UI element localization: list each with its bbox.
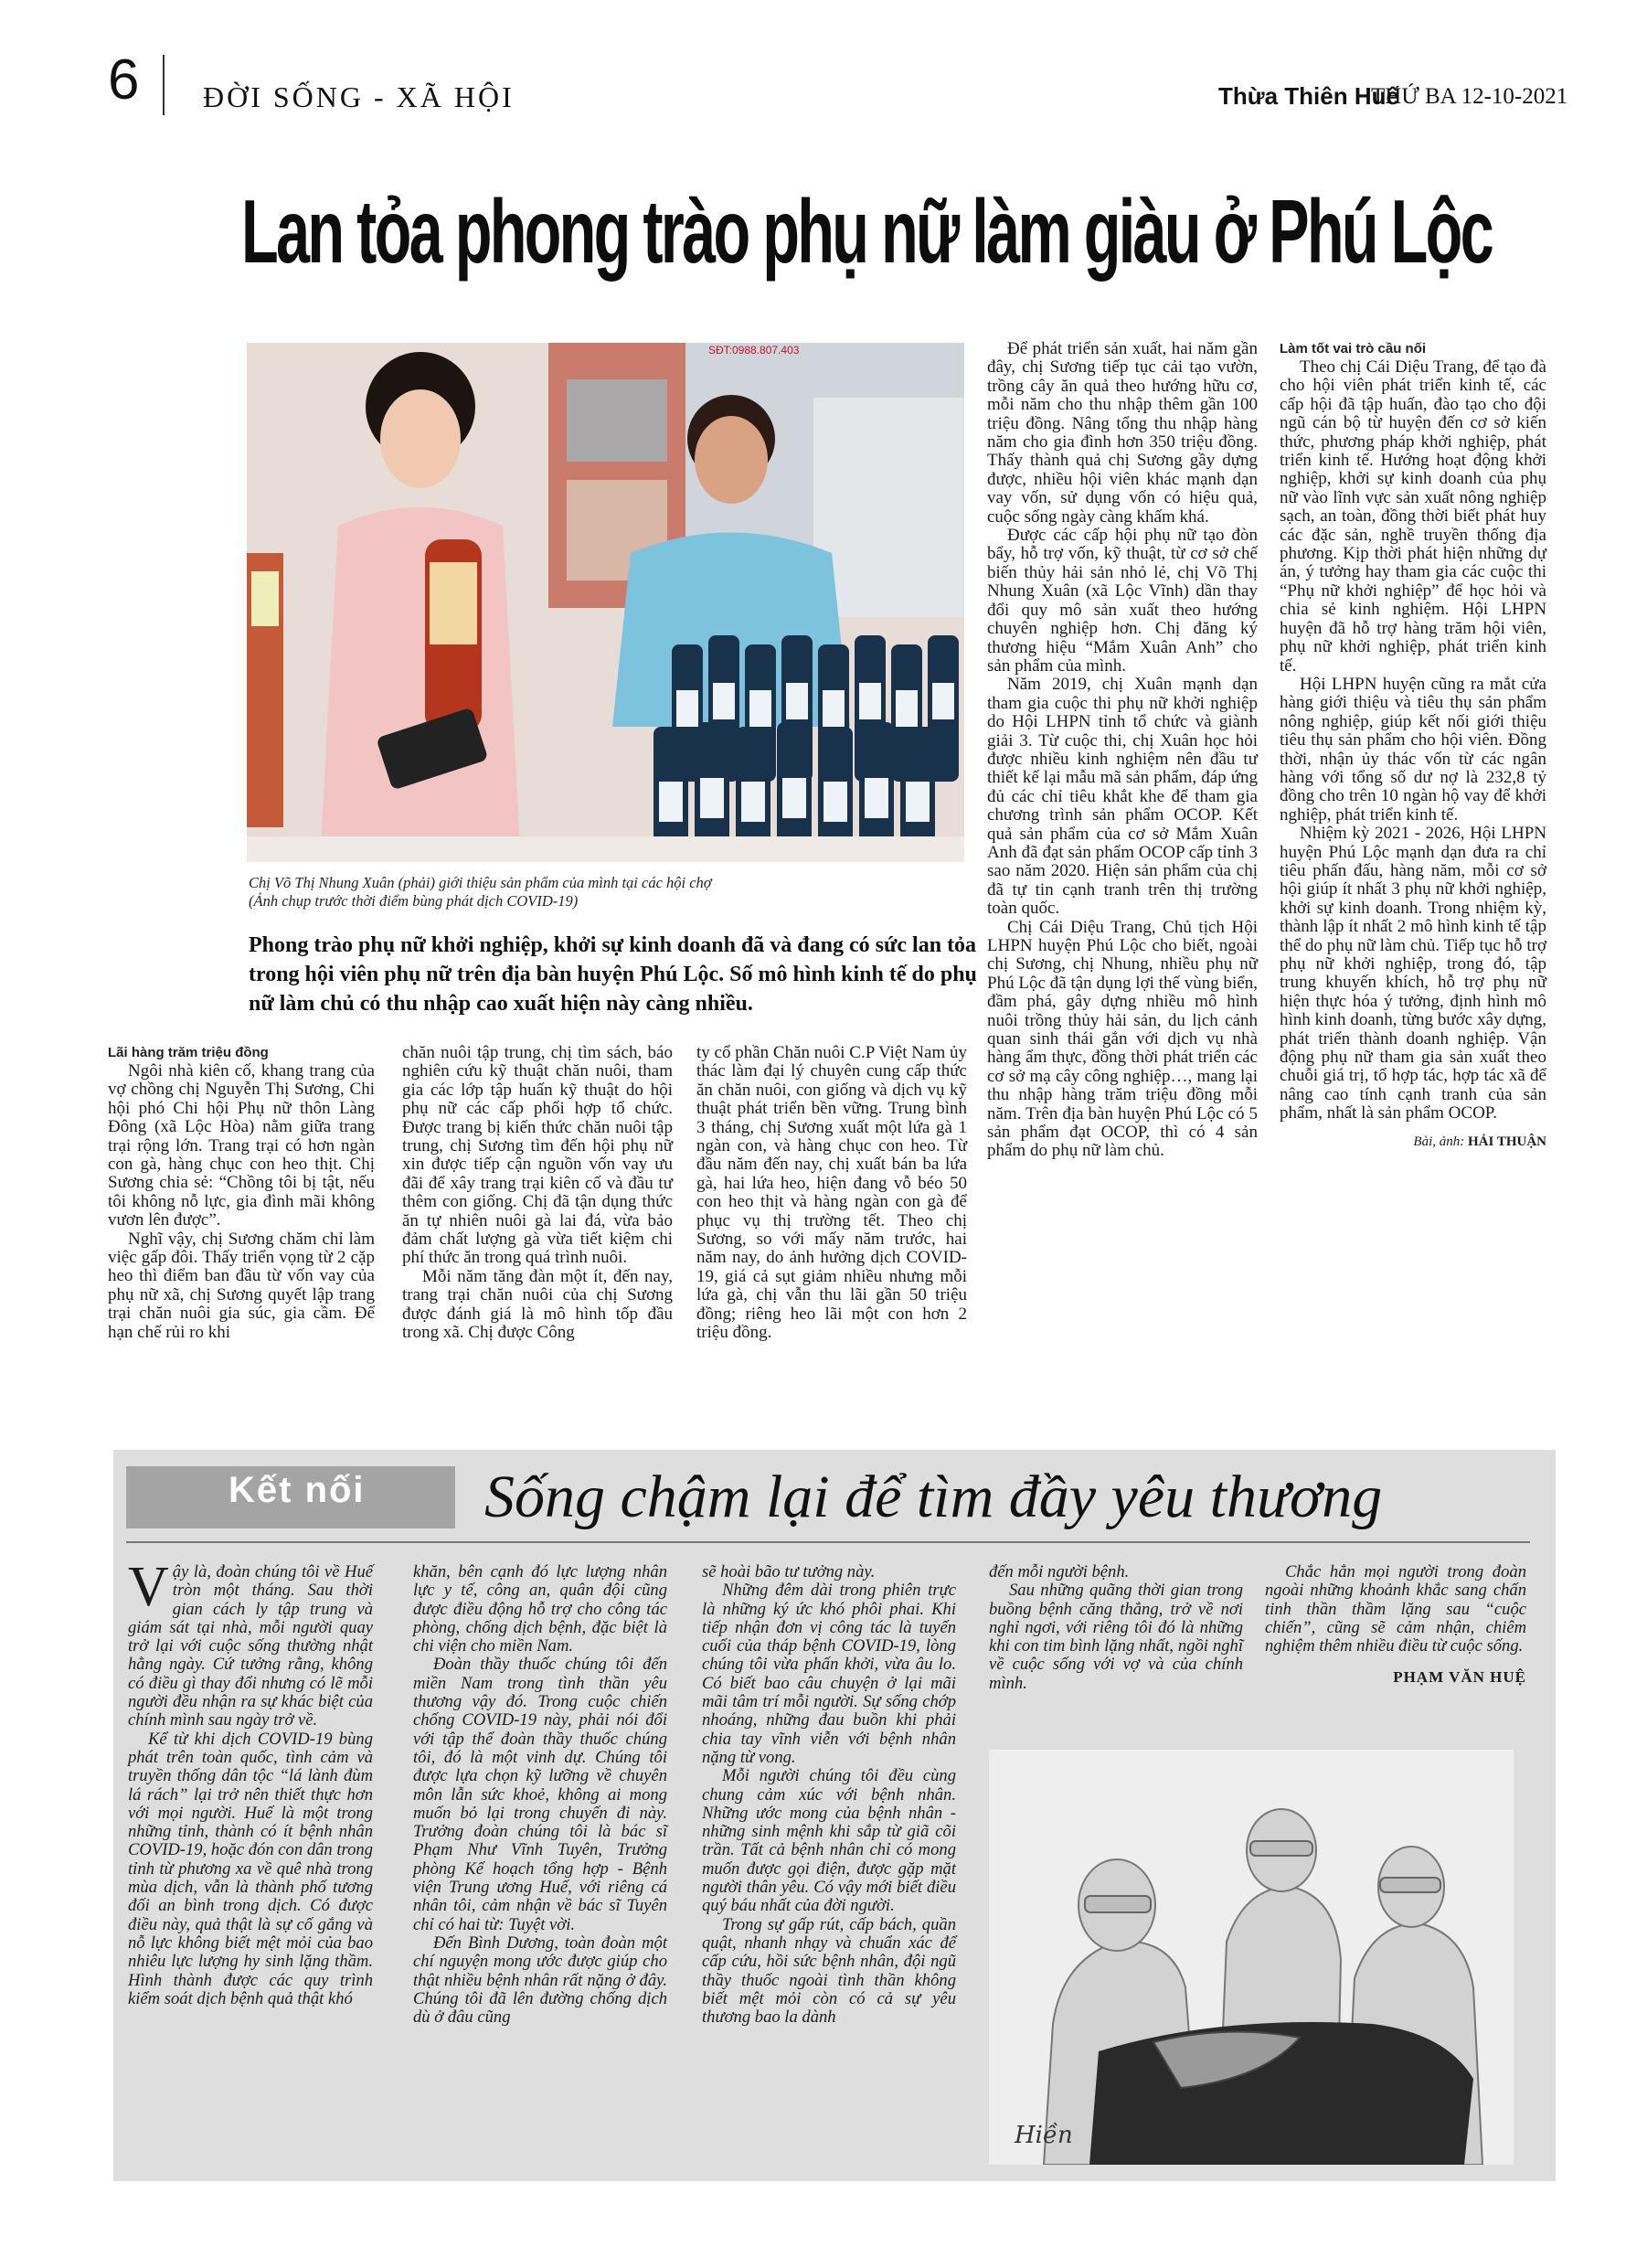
feature-tag: Kết nối (228, 1470, 366, 1510)
article-column-2 (402, 1044, 673, 1343)
subheading-1: Lãi hàng trăm triệu đồng (108, 1045, 269, 1060)
body-paragraph: Nhiệm kỳ 2021 - 2026, Hội LHPN huyện Phú Lộc mạnh dạn đưa ra chỉ tiêu phấn đấu, hàng năm, mỗi cơ sở hội giúp ít nhất 3 phụ nữ khởi nghiệp, khởi sự kinh doanh. Trong nhiệm kỳ, thành lập ít nhất 2 mô hình kinh tế tập thể do phụ nữ làm chủ. Tiếp tục hỗ trợ phụ nữ khởi nghiệp, trong đó, tập trung khuyến khích, hỗ trợ phụ nữ hiện thực hóa ý tưởng, định hình mô hình kinh doanh, từng bước xây dựng, phát triển thành doanh nghiệp. Vận động phụ nữ tham gia sản xuất theo chuỗi giá trị, tổ hợp tác, hợp tác xã để nâng cao tính cạnh tranh của sản phẩm, nhất là sản phẩm OCOP. (1280, 824, 1546, 1123)
article-column-1 (108, 1044, 375, 1342)
body-paragraph: Ngôi nhà kiên cố, khang trang của vợ chồng chị Nguyễn Thị Sương, Chi hội phó Chi hội Phụ nữ thôn Làng Đông (xã Lộc Hòa) nằm giữa trang trại rộng lớn. Trang trại có hơn ngàn con gà, hàng chục con heo thịt. Chị Sương chia sẻ: “Chồng tôi bị tật, nếu tôi không nỗ lực, gia đình mãi không vươn lên được”. (108, 1061, 375, 1230)
body-paragraph: Năm 2019, chị Xuân mạnh dạn tham gia cuộc thi phụ nữ khởi nghiệp do Hội LHPN tỉnh tổ chức và giành giải 3. Từ cuộc thi, chị Xuân học hỏi được nhiều kinh nghiệm nên đầu tư thiết kế lại mẫu mã sản phẩm, đáp ứng đủ các chỉ tiêu khắt khe để tham gia chương trình sản phẩm OCOP. Kết quả sản phẩm của cơ sở Mắm Xuân Anh đã đạt sản phẩm OCOP cấp tỉnh 3 sao năm 2020. Hiện sản phẩm của chị đã tự tin cạnh tranh trên thị trường toàn quốc. (987, 675, 1258, 919)
body-paragraph: Theo chị Cái Diệu Trang, để tạo đà cho hội viên phát triển kinh tế, các cấp hội đã tập huấn, đào tạo cho đội ngũ cán bộ từ huyện đến cơ sở kiến thức, phương pháp khởi nghiệp, phát triển kinh tế. Hướng hoạt động khởi nghiệp, khởi sự kinh doanh của phụ nữ vào lĩnh vực sản xuất nông nghiệp sạch, an toàn, đồng thời biết phát huy các đặc sản, nghề truyền thống địa phương. Kịp thời phát hiện những dự án, ý tưởng hay tham gia các cuộc thi “Phụ nữ khởi nghiệp” để học hỏi và chia sẻ kinh nghiệm. Hội LHPN huyện đã hỗ trợ hàng trăm hội viên, phụ nữ khởi nghiệp, phát triển kinh tế. (1280, 357, 1546, 676)
section-title: ĐỜI SỐNG - XÃ HỘI (203, 80, 515, 113)
body-paragraph: Mỗi người chúng tôi đều cùng chung cảm xúc với bệnh nhân. Những ước mong của bệnh nhân - những sinh mệnh khi sắp từ giã cõi trần. Tất cả bệnh nhân chỉ có mong muốn được gọi điện, được gặp mặt người thân yêu. Có vậy mới biết điều quý báu nhất của đời người. (702, 1766, 956, 1916)
body-paragraph: Mỗi năm tăng đàn một ít, đến nay, trang trại chăn nuôi của chị Sương được đánh giá là mô hình tốp đầu trong xã. Chị được Công (402, 1266, 673, 1343)
feature-column-2 (413, 1563, 667, 2027)
byline-name: HẢI THUẬN (1468, 1134, 1546, 1149)
body-paragraph: Để phát triển sản xuất, hai năm gần đây, chị Sương tiếp tục cải tạo vườn, trồng cây ăn quả theo hướng hữu cơ, mỗi năm cho thu nhập thêm gần 100 triệu đồng. Nâng tổng thu nhập hàng năm cho gia đình hơn 350 triệu đồng. Thấy thành quả chị Sương gầy dựng được, nhiều hội viên khác mạnh dạn vay vốn, sử dụng vốn có hiệu quả, cuộc sống ngày càng khấm khá. (987, 339, 1258, 527)
caption-line-1: Chị Võ Thị Nhung Xuân (phải) giới thiệu sản phẩm của mình tại các hội chợ (249, 874, 712, 891)
body-paragraph: Đến Bình Dương, toàn đoàn một chí nguyện mong ước được giúp cho thật nhiều bệnh nhân rất nặng ở đây. Chúng tôi đã lên đường chống dịch dù ở đâu cũng (413, 1933, 667, 2028)
body-paragraph: Kể từ khi dịch COVID-19 bùng phát trên toàn quốc, tình cảm và truyền thống dân tộc “lá lành đùm lá rách” lại trở nên thiết thực hơn với mọi người. Huế là một trong những tỉnh, thành có ít bệnh nhân COVID-19, hoặc đón con dân trong tỉnh từ phương xa về quê nhà trong mùa dịch, vẫn là thành phố tương đối an bình trong dịch. Có được điều này, quả thật là sự cố gắng và nỗ lực không biết mệt mỏi của bao nhiêu lực lượng hy sinh lặng thầm. Hình thành được các quy trình kiểm soát dịch bệnh quả thật khó (128, 1729, 373, 2008)
page-number: 6 (108, 48, 140, 112)
body-paragraph: Nghĩ vậy, chị Sương chăm chỉ làm việc gấp đôi. Thấy triển vọng từ 2 cặp heo thì điểm ban đầu từ vốn vay của phụ nữ xã, chị Sương quyết lập trang trại chăn nuôi gia súc, gia cầm. Để hạn chế rủi ro khi (108, 1229, 375, 1342)
body-paragraph: Sau những quãng thời gian trong buồng bệnh căng thẳng, trở về nơi nghỉ ngơi, với riêng tôi đó là những khi con tim bình lặng nhất, ngồi nghĩ về cuộc sống với vợ và của chính mình. (989, 1581, 1243, 1693)
body-paragraph: ty cổ phần Chăn nuôi C.P Việt Nam ủy thác làm đại lý chuyên cung cấp thức ăn chăn nuôi, con giống và dịch vụ kỹ thuật phát triển bền vững. Trung bình 3 tháng, chị Sương xuất một lứa gà 1 ngàn con, và hàng chục con heo. Từ đầu năm đến nay, chị xuất bán ba lứa gà, hai lứa heo, hiện đang vỗ béo 50 con heo thịt và hàng ngàn con gà để phục vụ thị trường tết. Theo chị Sương, so với mấy năm trước, hai năm nay, do ảnh hưởng dịch COVID-19, giá cả sụt giảm nhiều nhưng mỗi lứa gà, chị vẫn thu lãi gần 50 triệu đồng; riêng heo lãi một con hơn 2 triệu đồng. (696, 1043, 967, 1343)
body-paragraph: sẽ hoài bão tư tưởng này. (702, 1562, 876, 1581)
feature-author: PHẠM VĂN HUỆ (1393, 1668, 1526, 1687)
body-paragraph: đến mỗi người bệnh. (989, 1562, 1130, 1581)
caption-line-2: (Ảnh chụp trước thời điểm bùng phát dịch COVID-19) (249, 892, 579, 910)
body-paragraph: Vậy là, đoàn chúng tôi về Huế tròn một tháng. Sau thời gian cách ly tập trung và giám sát tại nhà, mỗi người quay trở lại với cuộc sống thường nhật hằng ngày. Cứ tưởng rằng, không có điều gì thay đổi nhưng có lẽ mỗi người đều nhận ra sự khác biệt của chính mình sau ngày trở về. (128, 1556, 373, 1730)
market-stall-illustration (247, 343, 964, 862)
body-paragraph: Đoàn thầy thuốc chúng tôi đến miền Nam trong tình thần yêu thương vậy đó. Trong cuộc chiến chống COVID-19 này, phải nói đổi với tập thể đoàn thầy thuốc chúng tôi, đó là một vinh dự. Chúng tôi được lựa chọn kỹ lưỡng về chuyên môn lẫn sức khoẻ, không ai mong muốn bỏ lại trong chuyến đi này. Trưởng đoàn chúng tôi là bác sĩ Phạm Như Vĩnh Tuyên, Trưởng phòng Kế hoạch tổng hợp - Bệnh viện Trung ương Huế, với riêng cá nhân tôi, cảm nhận về bác sĩ Tuyên chỉ có hai từ: Tuyệt vời. (413, 1655, 667, 1934)
sketch-signature: Hiền (1015, 2122, 1073, 2149)
feature-column-4 (989, 1563, 1243, 1693)
feature-sketch (989, 1750, 1514, 2165)
photo-caption (249, 874, 971, 910)
article-headline: Lan tỏa phong trào phụ nữ làm giàu ở Phú Lộc (241, 181, 1492, 282)
body-paragraph: Được các cấp hội phụ nữ tạo đòn bẩy, hỗ trợ vốn, kỹ thuật, từ cơ sở chế biến thủy hải sản nhỏ lẻ, chị Võ Thị Nhung Xuân (xã Lộc Vĩnh) dần thay đổi quy mô sản xuất theo hướng chuyên nghiệp hơn. Chị đăng ký thương hiệu “Mắm Xuân Anh” cho sản phẩm của mình. (987, 526, 1258, 676)
article-column-5 (1280, 340, 1546, 1151)
header-divider (163, 55, 165, 115)
article-photo (247, 343, 964, 862)
body-paragraph: Những đêm dài trong phiên trực là những ký ức khó phôi phai. Khi tiếp nhận đơn vị công tác là tuyến cuối của tháp bệnh COVID-19, lòng chúng tôi vừa phấn khởi, vừa âu lo. Có biết bao câu chuyện ở lại mãi mãi tâm trí mỗi người. Sự sống chớp nhoáng, những đau buồn khi phải chia tay vĩnh viễn với bệnh nhân nặng từ vong. (702, 1581, 956, 1767)
drop-cap: V (128, 1556, 169, 1618)
body-paragraph: Chị Cái Diệu Trang, Chủ tịch Hội LHPN huyện Phú Lộc cho biết, ngoài chị Sương, chị Nhung, nhiều phụ nữ Phú Lộc đã tận dụng lợi thế vùng biển, đầm phá, gây dựng nhiều mô hình nuôi trồng thủy hải sản, du lịch cảnh quan sinh thái gắn với dịch vụ nhà hàng ẩm thực, đồng thời phát triển các cơ sở mạ cây công nghiệp…, mang lại thu nhập hàng trăm triệu đồng mỗi năm. Trên địa bàn huyện Phú Lộc có 5 sản phẩm đạt OCOP, thì có 4 sản phẩm do phụ nữ làm chủ. (987, 917, 1258, 1161)
article-lead: Phong trào phụ nữ khởi nghiệp, khởi sự kinh doanh đã và đang có sức lan tỏa trong hội viên phụ nữ trên địa bàn huyện Phú Lộc. Số mô hình kinh tế do phụ nữ làm chủ có thu nhập cao xuất hiện này càng nhiều. (249, 933, 977, 1016)
body-paragraph: Chắc hẳn mọi người trong đoàn ngoài những khoảnh khắc sang chấn tinh thần thầm lặng sau “cuộc chiến”, cũng sẽ cảm nhận, chiêm nghiệm thêm nhiều điều từ cuộc sống. (1265, 1562, 1526, 1656)
feature-column-5 (1265, 1563, 1526, 1688)
newspaper-name: Thừa Thiên Huế (1218, 82, 1399, 110)
medical-team-sketch (989, 1750, 1514, 2165)
subheading-2: Làm tốt vai trò cầu nối (1280, 341, 1427, 357)
body-paragraph: khăn, bên cạnh đó lực lượng nhân lực y tế, công an, quân đội cũng được điều động hỗ trợ cho công tác phòng, chống dịch bệnh, đặc biệt là chi viện cho miền Nam. (413, 1562, 667, 1656)
photo-phone-text: SĐT:0988.807.403 (708, 344, 800, 357)
body-paragraph: Trong sự gấp rút, cấp bách, quần quật, nhanh nhạy và chuẩn xác để cấp cứu, hồi sức bệnh nhân, đội ngũ thầy thuốc ngoài tình thần không biết mệt mỏi còn có cả sự yêu thương bao la dành (702, 1914, 956, 2028)
issue-date: THỨ BA 12-10-2021 (1371, 84, 1568, 109)
feature-title: Sống chậm lại để tìm đầy yêu thương (484, 1464, 1383, 1530)
feature-column-1 (128, 1556, 373, 2008)
feature-column-3 (702, 1563, 956, 2027)
article-column-4 (987, 340, 1258, 1161)
article-column-3 (696, 1044, 967, 1343)
feature-title-rule (126, 1541, 1530, 1543)
article-byline (1280, 1133, 1546, 1151)
body-paragraph: Hội LHPN huyện cũng ra mắt cửa hàng giới thiệu và tiêu thụ sản phẩm nông nghiệp, giúp kết nối giới thiệu tiêu thụ sản phẩm cho hội viên. Đồng thời, nhận ủy thác vốn từ các ngân hàng với tổng số dư nợ là 232,8 tỷ đồng cho trên 10 ngàn hộ vay để khởi nghiệp, phát triển kinh tế. (1280, 674, 1546, 825)
byline-label: Bài, ảnh: (1413, 1134, 1465, 1149)
body-paragraph: chăn nuôi tập trung, chị tìm sách, báo nghiên cứu kỹ thuật chăn nuôi, tham gia các lớp tập huấn kỹ thuật do hội phụ nữ các cấp phối hợp tổ chức. Được trang bị kiến thức chăn nuôi tập trung, chị Sương tìm đến hội phụ nữ xin được tiếp cận nguồn vốn vay ưu đãi để xây trang trại kiên cố và đầu tư thêm con giống. Chị đã tận dụng thức ăn tự nhiên nuôi gà lai đá, vừa bảo đảm chất lượng gà vừa tiết kiệm chi phí thức ăn trong quá trình nuôi. (402, 1043, 673, 1268)
